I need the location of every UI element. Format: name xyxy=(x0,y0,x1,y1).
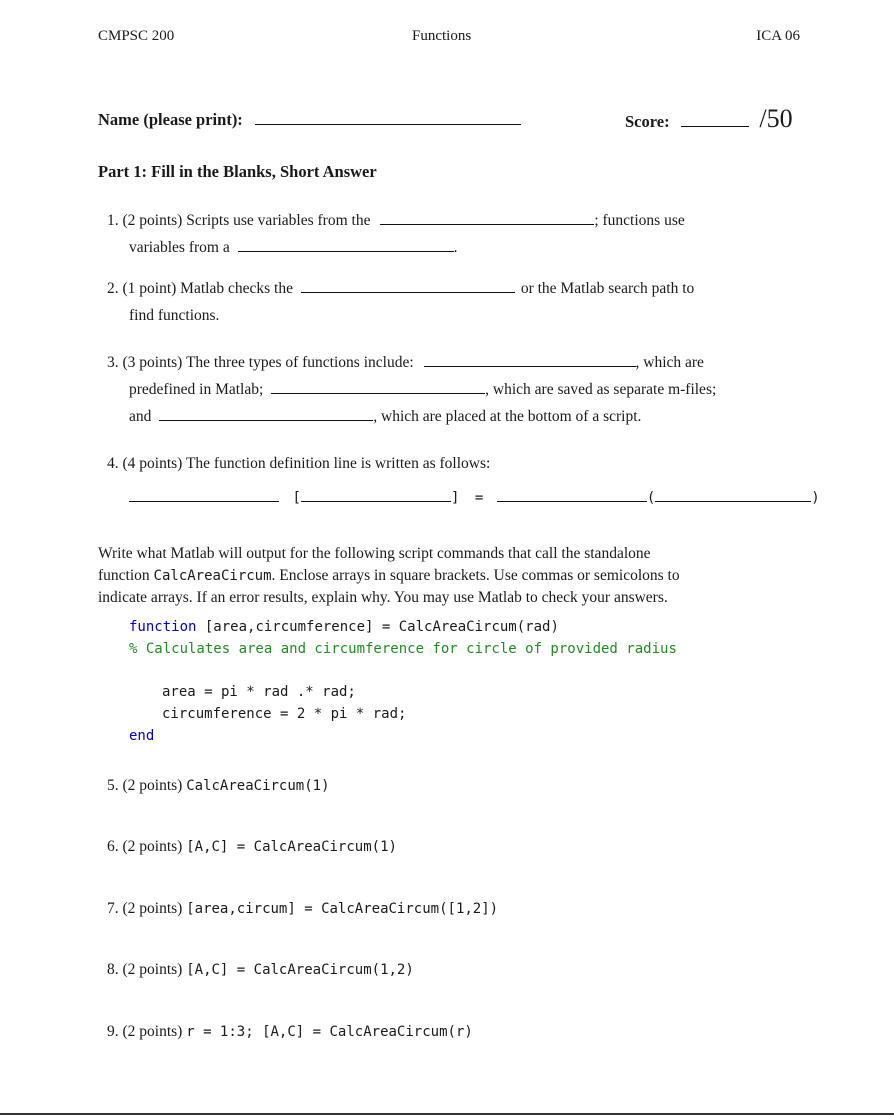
q3-number: 3. xyxy=(107,354,119,371)
q1-line2 xyxy=(129,239,457,257)
instructions-line2 xyxy=(98,567,680,585)
q4-paren-close: ) xyxy=(811,490,820,506)
code-line-3: area = pi * rad .* rad; xyxy=(162,684,356,700)
q3-blank-2[interactable] xyxy=(271,393,485,394)
q6-points: (2 points) xyxy=(122,838,183,855)
instructions-line3: indicate arrays. If an error results, explain why. You may use Matlab to check your answers. xyxy=(98,589,668,606)
q9-code: r = 1:3; [A,C] = CalcAreaCircum(r) xyxy=(186,1024,473,1040)
q4-number: 4. xyxy=(107,455,119,472)
q4-paren-open: ( xyxy=(646,490,656,506)
q3-text-e: and xyxy=(129,408,152,425)
q4-bracket-close: ] xyxy=(450,490,460,506)
q3-line3 xyxy=(129,408,641,426)
score-label: Score: xyxy=(625,112,670,131)
code-line-2-comment: % Calculates area and circumference for circle of provided radius xyxy=(129,641,677,657)
q2-line1 xyxy=(107,280,694,298)
code-line-1 xyxy=(129,619,559,635)
score-total: /50 xyxy=(759,104,793,133)
q3-line1 xyxy=(107,354,704,372)
code-line-4: circumference = 2 * pi * rad; xyxy=(162,706,407,722)
q3-text-f: , which are placed at the bottom of a script. xyxy=(373,408,642,425)
score-row xyxy=(625,104,793,134)
header-assignment: ICA 06 xyxy=(756,28,800,44)
q4-blank-3[interactable] xyxy=(497,501,647,502)
q2-number: 2. xyxy=(107,280,119,297)
q4-blank-2[interactable] xyxy=(301,501,451,502)
q3-text-c: predefined in Matlab; xyxy=(129,381,264,398)
question-7 xyxy=(107,900,498,918)
q1-text-b: ; functions use xyxy=(594,212,685,229)
question-5 xyxy=(107,777,330,795)
q4-equals: = xyxy=(474,490,484,506)
instructions-function-name: CalcAreaCircum xyxy=(153,568,272,584)
q3-blank-3[interactable] xyxy=(159,420,373,421)
q3-blank-1[interactable] xyxy=(424,366,636,367)
q2-text-b: or the Matlab search path to xyxy=(520,280,695,297)
q1-text-c: variables from a xyxy=(129,239,230,256)
q3-text-d: , which are saved as separate m-files; xyxy=(485,381,717,398)
q6-code: [A,C] = CalcAreaCircum(1) xyxy=(186,839,397,855)
q4-bracket-open: [ xyxy=(292,490,301,506)
q8-code: [A,C] = CalcAreaCircum(1,2) xyxy=(186,962,414,978)
part1-title: Part 1: Fill in the Blanks, Short Answer xyxy=(98,162,377,181)
q9-number: 9. xyxy=(107,1023,119,1040)
q1-text-a: (2 points) Scripts use variables from the xyxy=(122,212,371,229)
instructions-text-c: . Enclose arrays in square brackets. Use commas or semicolons to xyxy=(271,567,680,584)
question-9 xyxy=(107,1023,473,1041)
q8-points: (2 points) xyxy=(122,961,183,978)
q4-text-a: (4 points) The function definition line is written as follows: xyxy=(122,455,491,472)
q5-number: 5. xyxy=(107,777,119,794)
page-bottom-divider xyxy=(0,1113,894,1115)
q8-number: 8. xyxy=(107,961,119,978)
q4-blank-4[interactable] xyxy=(655,501,811,502)
header-course: CMPSC 200 xyxy=(98,28,175,44)
q5-code: CalcAreaCircum(1) xyxy=(186,778,330,794)
q1-blank-2[interactable] xyxy=(238,251,454,252)
q1-text-d: . xyxy=(453,239,458,256)
q1-blank-1[interactable] xyxy=(380,224,594,225)
score-blank[interactable] xyxy=(681,126,749,127)
q4-template-line xyxy=(129,490,820,507)
question-8 xyxy=(107,961,414,979)
code-line-5-end: end xyxy=(129,728,155,744)
instructions-line1: Write what Matlab will output for the following script commands that call the standalone xyxy=(98,545,651,562)
q1-line1 xyxy=(107,212,685,230)
q1-number: 1. xyxy=(107,212,119,229)
code-signature: [area,circumference] = CalcAreaCircum(rad) xyxy=(196,619,559,635)
code-keyword-function: function xyxy=(129,619,197,635)
q2-blank[interactable] xyxy=(301,292,515,293)
q3-line2 xyxy=(129,381,716,399)
q7-code: [area,circum] = CalcAreaCircum([1,2]) xyxy=(186,901,499,917)
name-label: Name (please print): xyxy=(98,110,243,129)
q2-text-a: (1 point) Matlab checks the xyxy=(122,280,293,297)
q3-text-a: (3 points) The three types of functions include: xyxy=(122,354,414,371)
name-row xyxy=(98,110,521,130)
q2-line2: find functions. xyxy=(129,307,220,324)
instructions-text-a: function xyxy=(98,567,154,584)
q3-text-b: , which are xyxy=(635,354,704,371)
q9-points: (2 points) xyxy=(122,1023,183,1040)
q4-line1 xyxy=(107,455,490,473)
q4-blank-1[interactable] xyxy=(129,501,279,502)
q6-number: 6. xyxy=(107,838,119,855)
question-6 xyxy=(107,838,397,856)
q7-points: (2 points) xyxy=(122,900,183,917)
q7-number: 7. xyxy=(107,900,119,917)
name-blank[interactable] xyxy=(255,124,521,125)
header-topic: Functions xyxy=(412,28,472,44)
q5-points: (2 points) xyxy=(122,777,183,794)
